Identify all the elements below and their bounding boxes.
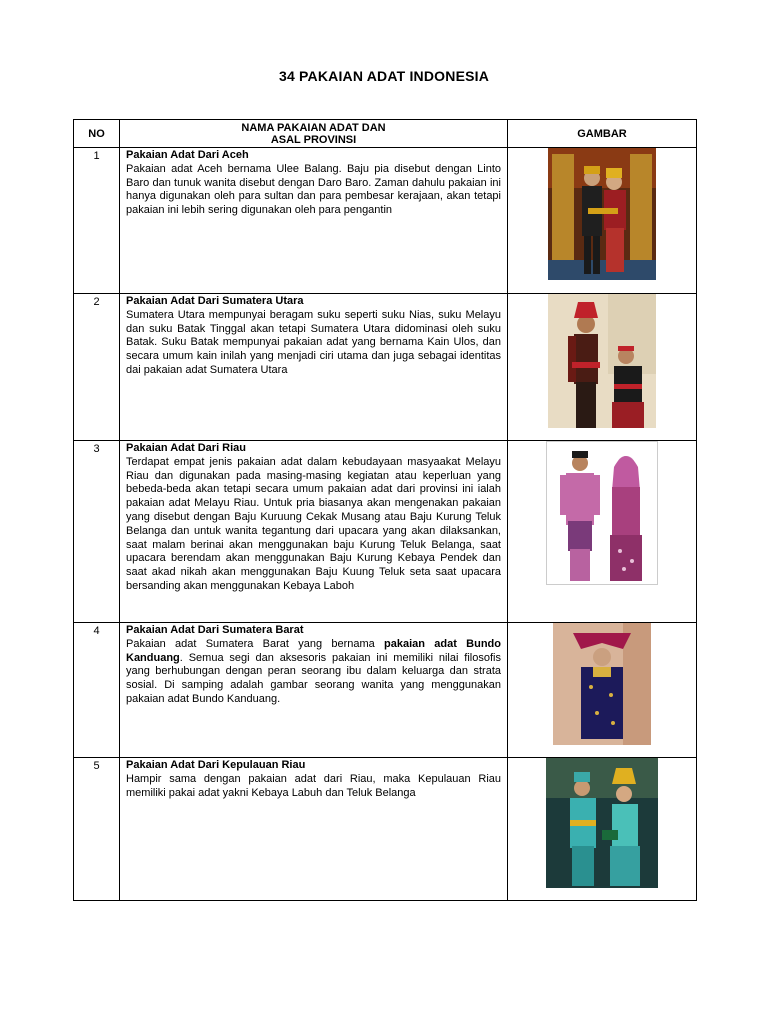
row-description: [120, 441, 508, 623]
table-row: [74, 294, 697, 441]
row-body-bold: pakaian adat Bundo Kanduang: [126, 637, 501, 664]
header-name: [120, 120, 508, 148]
sumatera-utara-costume-photo: [548, 294, 656, 428]
table-row: [74, 148, 697, 294]
row-number: 2: [74, 294, 120, 441]
row-number: 1: [74, 148, 120, 294]
table-row: [74, 623, 697, 758]
bundo-kanduang-costume-photo: [553, 623, 651, 745]
row-body: Pakaian adat Aceh bernama Ulee Balang. Baju pia disebut dengan Linto Baro dan tunuk wanita disebut dengan Daro Baro. Zaman dahulu pakaian ini hanya digunakan oleh para sultan dan para pembesar kerajaan, akan tetapi pakaian ini lebih sering digunakan oleh para pengantin: [126, 162, 501, 217]
row-body: Terdapat empat jenis pakaian adat dalam kebudayaan masyaakat Melayu Riau dan digunakan pada masing-masing kegiatan atau keperluan yang bebeda-beda akan tetapi secara umum pakaian adat dari provinsi ini ialah pakaian adat Melayu Riau. Untuk pria biasanya akan mengenakan pakaian yang disebut dengan Baju Kuruung Cekak Musang atau Baju Kurung Teluk Belanga dan untuk wanita tegantung dari upacara yang akan dilaksankan, saat malam berinai akan menggunakan baju Kurung Teluk Belanga, saat upacara berendam akan menggunakan Baju Kurung Kebaya Pendek dan saat akad nikah akan menggunakan Baju Kuung Teluk seta saat upacara bersanding akan menggunakan Kebaya Laboh: [126, 455, 501, 592]
table-row: [74, 758, 697, 901]
row-heading: Pakaian Adat Dari Riau: [126, 442, 247, 454]
row-image-cell: [508, 758, 697, 901]
row-description: [120, 148, 508, 294]
row-image-cell: [508, 441, 697, 623]
row-heading: Pakaian Adat Dari Kepulauan Riau: [126, 759, 306, 771]
table-row: [74, 441, 697, 623]
row-description: [120, 758, 508, 901]
header-image: GAMBAR: [508, 120, 697, 148]
riau-costume-photo: [546, 441, 658, 585]
row-heading: Pakaian Adat Dari Sumatera Utara: [126, 295, 304, 307]
row-body-pre: Pakaian adat Sumatera Barat yang bernama: [126, 637, 385, 650]
row-heading: Pakaian Adat Dari Aceh: [126, 149, 249, 161]
costume-table: [73, 119, 697, 901]
row-heading: Pakaian Adat Dari Sumatera Barat: [126, 624, 304, 636]
row-number: 5: [74, 758, 120, 901]
row-image-cell: [508, 148, 697, 294]
header-name-line1: NAMA PAKAIAN ADAT DAN: [241, 121, 386, 134]
header-name-line2: ASAL PROVINSI: [270, 133, 357, 146]
row-description: [120, 294, 508, 441]
header-no: NO: [74, 120, 120, 148]
page-title: 34 PAKAIAN ADAT INDONESIA: [278, 68, 490, 84]
table-header-row: [74, 120, 697, 148]
row-image-cell: [508, 294, 697, 441]
aceh-costume-photo: [548, 148, 656, 280]
row-number: 4: [74, 623, 120, 758]
row-image-cell: [508, 623, 697, 758]
row-body: Sumatera Utara mempunyai beragam suku seperti suku Nias, suku Melayu dan suku Batak Tinggal akan tetapi Sumatera Utara didominasi oleh suku Batak. Suku Batak mempunyai pakaian adat yang bernama Kain Ulos, dan secara umum kain inilah yang menjadi ciri utama dan juga sebagai identitas dai pakaian adat Sumatera Utara: [126, 308, 501, 376]
row-body-post: . Semua segi dan aksesoris pakaian ini memiliki nilai filosofis yang berhubungan dengan peran seorang ibu dalam keluarga dan strata sosial. Di samping adalah gambar seorang wanita yang menggunakan pakaian adat Bundo Kanduang.: [126, 651, 501, 705]
kepulauan-riau-costume-photo: [546, 758, 658, 888]
row-description: [120, 623, 508, 758]
row-number: 3: [74, 441, 120, 623]
row-body: [126, 638, 501, 707]
row-body: Hampir sama dengan pakaian adat dari Riau, maka Kepulauan Riau memiliki pakai adat yakni Kebaya Labuh dan Teluk Belanga: [126, 772, 501, 799]
